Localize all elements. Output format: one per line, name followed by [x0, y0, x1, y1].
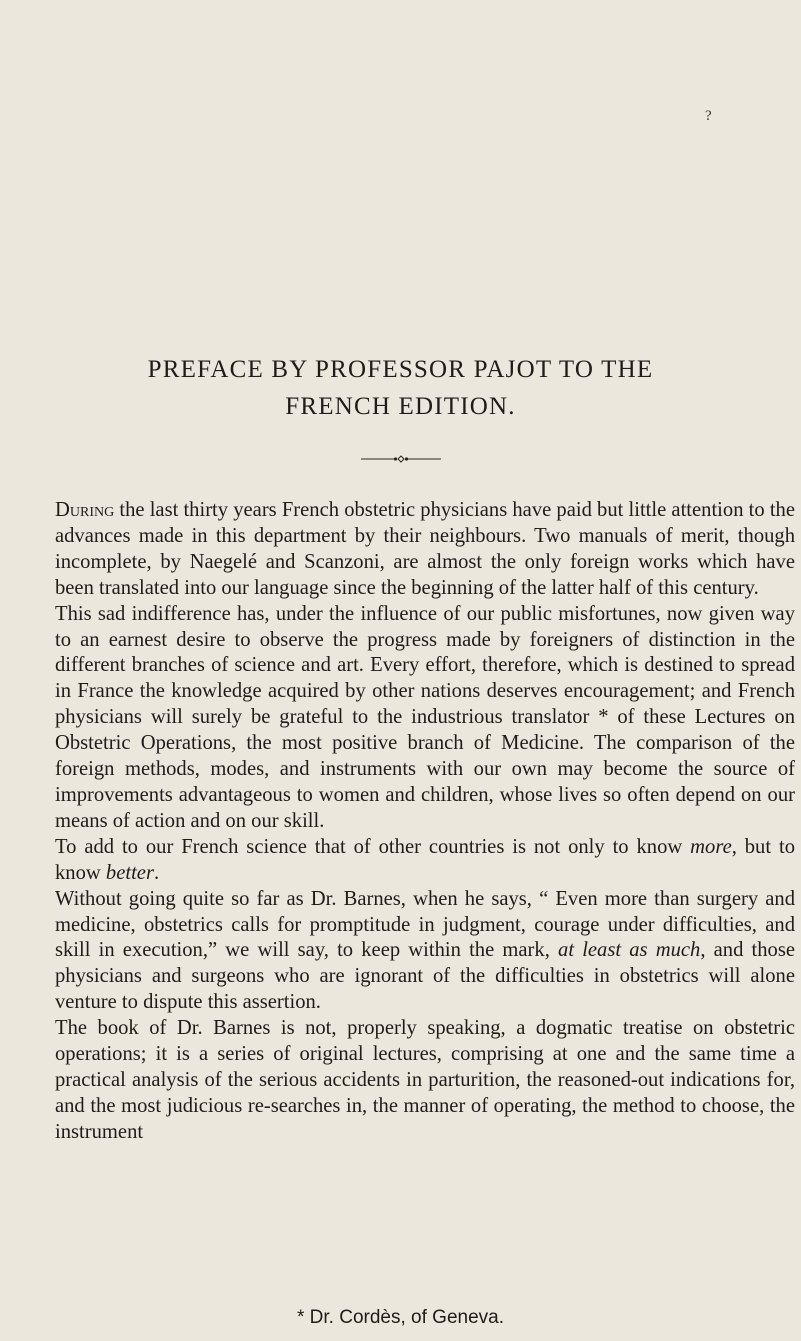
ornament-divider: [361, 455, 441, 463]
paragraph-4-text-a: Without going quite so far as Dr. Barnes, when he says, “ Even more than surgery and medicine, obstetrics calls for promptitude in judgment, courage under difficulties, and skill in execution,” we will say, to keep within the mark,: [55, 887, 795, 962]
paragraph-3-text-c: .: [153, 861, 160, 884]
emphasis-better: better: [105, 861, 154, 884]
paragraph-4: [55, 887, 795, 1017]
paragraph-1: [55, 498, 795, 602]
stray-mark: ?: [705, 108, 712, 124]
lead-word: During: [55, 499, 115, 521]
footnote: * Dr. Cordès, of Geneva.: [297, 1307, 504, 1328]
paragraph-3: [55, 835, 795, 887]
page-title-line-1: PREFACE BY PROFESSOR PAJOT TO THE: [147, 356, 654, 383]
emphasis-more: more: [690, 835, 732, 858]
paragraph-3-text-b: , but to know: [55, 835, 795, 884]
preface-body: [55, 498, 795, 1146]
emphasis-at-least-as-much: at least as much: [558, 939, 701, 962]
paragraph-4-text-b: , and those physicians and surgeons who are ignorant of the difficulties in obstetrics will alone venture to dispute this assertion.: [55, 939, 795, 1014]
paragraph-2: This sad indifference has, under the influence of our public misfortunes, now given way to an earnest desire to observe the progress made by foreigners of distinction in the different branches of science and art. Every effort, therefore, which is destined to spread in France the knowledge acquired by other nations deserves encouragement; and French physicians will surely be grateful to the industrious translator * of these Lectures on Obstetric Operations, the most positive branch of Medicine. The comparison of the foreign methods, modes, and instruments with our own may become the source of improvements advantageous to women and children, whose lives so often depend on our means of action and on our skill.: [55, 602, 795, 832]
paragraph-1-text: the last thirty years French obstetric physicians have paid but little attention to the advances made in this department by their neighbours. Two manuals of merit, though incomplete, by Naegelé and Scanzoni, are almost the only foreign works which have been translated into our language since the beginning of the latter half of this century.: [55, 499, 795, 599]
paragraph-3-text-a: To add to our French science that of other countries is not only to know: [55, 835, 691, 858]
paragraph-5: The book of Dr. Barnes is not, properly speaking, a dogmatic treatise on obstetric operations; it is a series of original lectures, comprising at one and the same time a practical analysis of the serious accidents in parturition, the reasoned-out indications for, and the most judicious re-searches in, the manner of operating, the method to choose, the instrument: [55, 1017, 795, 1143]
page-title-line-2: FRENCH EDITION.: [285, 393, 516, 420]
